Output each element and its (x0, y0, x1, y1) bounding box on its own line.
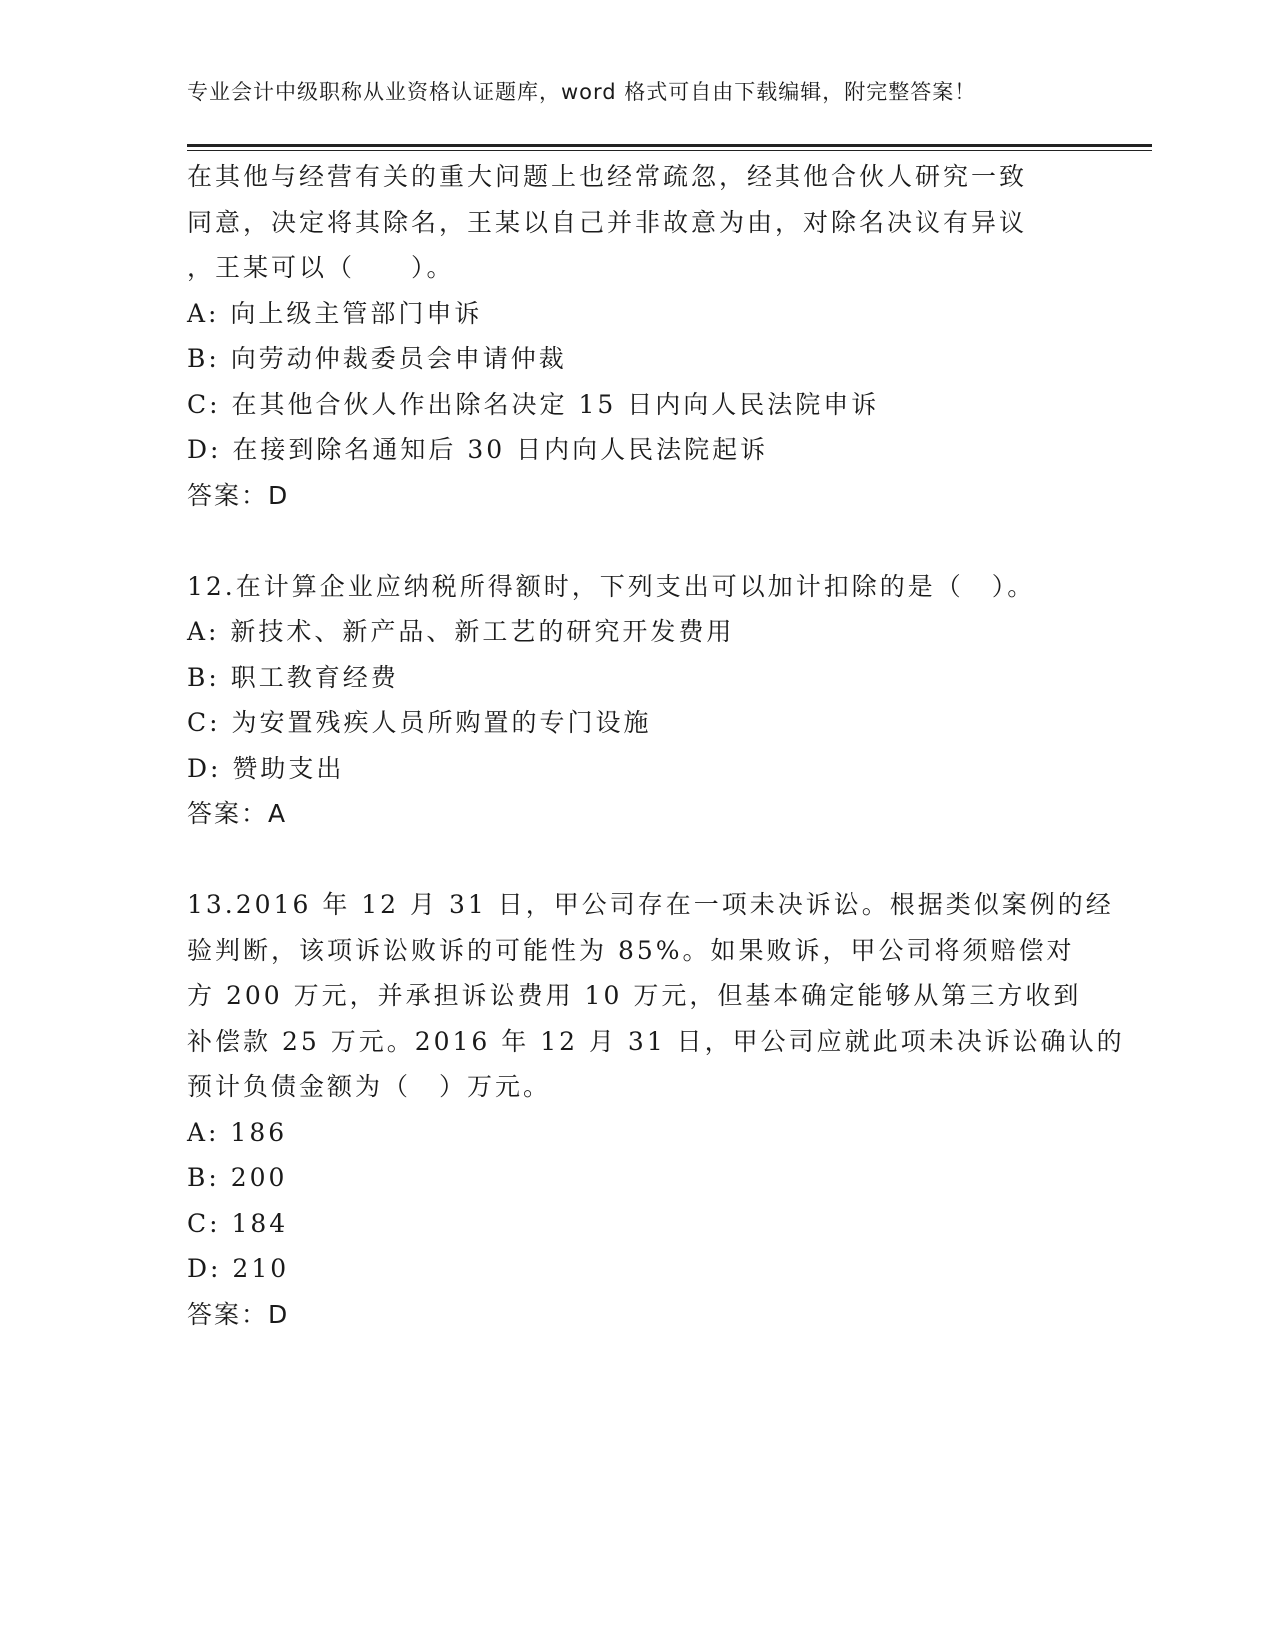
answer-line: 答案：D (187, 1299, 290, 1329)
option-b: B: 向劳动仲裁委员会申请仲裁 (187, 344, 567, 373)
question-text-line: 12.在计算企业应纳税所得额时，下列支出可以加计扣除的是（ ）。 (187, 571, 1036, 601)
question-12 (187, 564, 1087, 837)
option-c: C: 为安置残疾人员所购置的专门设施 (187, 708, 652, 737)
page-header: 专业会计中级职称从业资格认证题库，word 格式可自由下载编辑，附完整答案！ (187, 80, 977, 104)
question-text-line: 补偿款 25 万元。2016 年 12 月 31 日，甲公司应就此项未决诉讼确认的 (187, 1026, 1125, 1056)
answer-line: 答案：A (187, 799, 288, 828)
question-11 (187, 154, 1087, 518)
question-text-line: 13.2016 年 12 月 31 日，甲公司存在一项未决诉讼。根据类似案例的经 (187, 890, 1114, 919)
option-a: A: 新技术、新产品、新工艺的研究开发费用 (187, 617, 735, 646)
header-rule-thick (187, 144, 1152, 147)
answer-line: 答案：D (187, 480, 290, 510)
question-text-line: 预计负债金额为（ ）万元。 (187, 1072, 552, 1101)
option-c: C: 在其他合伙人作出除名决定 15 日内向人民法院申诉 (187, 389, 880, 419)
header-rule-thin (187, 150, 1152, 151)
question-text-line: 验判断，该项诉讼败诉的可能性为 85%。如果败诉，甲公司将须赔偿对 (187, 935, 1075, 965)
option-b: B: 职工教育经费 (187, 662, 399, 692)
question-content (187, 154, 1125, 1337)
option-b: B: 200 (187, 1163, 288, 1192)
question-13 (187, 882, 1125, 1337)
spacer (187, 837, 1087, 883)
question-text-line: 方 200 万元，并承担诉讼费用 10 万元，但基本确定能够从第三方收到 (187, 981, 1082, 1010)
option-a: A: 186 (187, 1117, 288, 1147)
option-d: D: 在接到除名通知后 30 日内向人民法院起诉 (187, 435, 769, 464)
option-d: D: 210 (187, 1254, 290, 1283)
question-text-line: ，王某可以（ ）。 (187, 253, 455, 282)
option-a: A: 向上级主管部门申诉 (187, 298, 483, 328)
question-text-line: 同意，决定将其除名，王某以自己并非故意为由，对除名决议有异议 (187, 207, 1028, 237)
spacer (187, 518, 1087, 564)
option-c: C: 184 (187, 1208, 289, 1238)
option-d: D: 赞助支出 (187, 753, 345, 783)
question-text-line: 在其他与经营有关的重大问题上也经常疏忽，经其他合伙人研究一致 (187, 162, 1028, 191)
